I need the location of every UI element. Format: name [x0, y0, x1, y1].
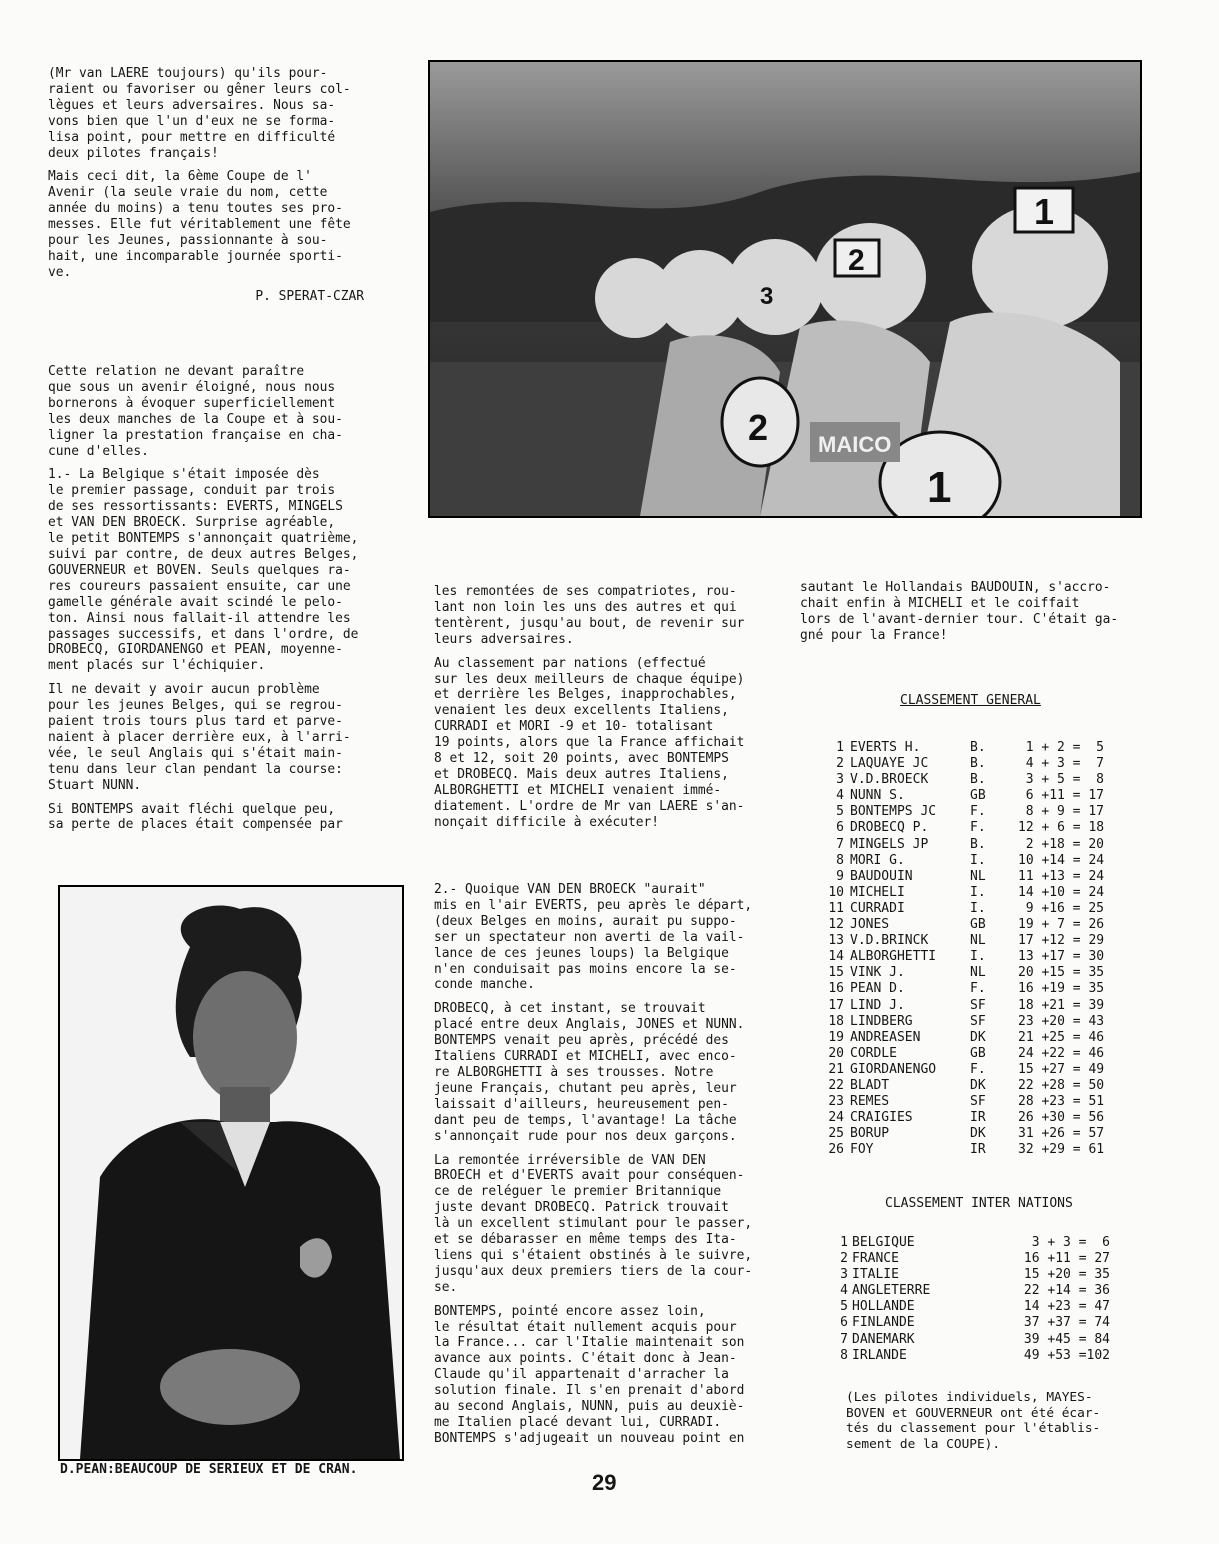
classement-nations-title: CLASSEMENT INTER NATIONS: [885, 1196, 1073, 1211]
cell-pts: 24 +22 = 46: [1018, 1045, 1105, 1061]
cell-rank: 11: [828, 900, 844, 916]
cell-pts: 16 +19 = 35: [1018, 981, 1105, 997]
table-row: [820, 981, 1104, 997]
riders-photo: [428, 60, 1142, 518]
cell-nat: DK: [970, 1029, 986, 1045]
table-row: [838, 1348, 1110, 1364]
paragraph: 1.- La Belgique s'était imposée dès le premier passage, conduit par trois de ses ressortissants: EVERTS, MINGELS et VAN DEN BROECK. Surprise agréable, le petit BONTEMPS s'annonçait quatrième, suivi par contre, de deux autres Belges, GOUVERNEUR et BOVEN. Seuls quelques ra- res coureurs passaient ensuite, car une gamelle générale avait scindé le pelo- ton. Ainsi nous fallait-il attendre les passages successifs, et dans l'ordre, de DROBECQ, GIORDANENGO et PEAN, moyenne- ment placés sur l'échiquier.: [48, 467, 359, 674]
cell-pts: 32 +29 = 61: [1018, 1142, 1105, 1158]
cell-rank: 19: [828, 1029, 844, 1045]
cell-pts: 14 +10 = 24: [1018, 884, 1105, 900]
table-row: [838, 1332, 1110, 1348]
cell-name: LAQUAYE JC: [850, 756, 929, 772]
cell-pts: 3 + 3 = 6: [1031, 1235, 1110, 1250]
paragraph: 2.- Quoique VAN DEN BROECK "aurait" mis en l'air EVERTS, peu après le départ, (deux Belges en moins, aurait pu suppo- ser un spectateur non averti de la vail- lance de ces jeunes loups) la Belgique n'en conduisait pas moins encore la se- conde manche.: [434, 882, 753, 993]
table-row: [820, 1078, 1104, 1094]
cell-nat: GB: [970, 917, 986, 933]
cell-name: CORDLE: [850, 1045, 897, 1061]
cell-name: MORI G.: [850, 852, 905, 868]
paragraph: BONTEMPS, pointé encore assez loin, le résultat était nullement acquis pour la France... car l'Italie maintenait son avance aux points. C'était donc à Jean- Claude qu'il appartenait d'arracher la solution finale. Il s'en prenait d'abord au second Anglais, NUNN, puis au deuxiè- me Italien placé devant lui, CURRADI. BONTEMPS s'adjugeait un nouveau point en: [434, 1303, 745, 1446]
cell-pts: 26 +30 = 56: [1018, 1110, 1105, 1126]
cell-pts: 1 + 2 = 5: [1025, 740, 1104, 755]
column-1-middle: [48, 364, 408, 841]
cell-pts: 14 +23 = 47: [1023, 1299, 1110, 1315]
cell-nat: GB: [970, 1045, 986, 1061]
table-row: [838, 1315, 1110, 1331]
cell-rank: 4: [836, 788, 844, 804]
cell-name: BAUDOUIN: [850, 868, 913, 884]
cell-name: FRANCE: [852, 1251, 899, 1267]
table-row: [820, 804, 1104, 820]
table-row: [820, 1142, 1104, 1158]
cell-rank: 4: [840, 1283, 848, 1299]
paragraph: Il ne devait y avoir aucun problème pour les jeunes Belges, qui se regrou- paient trois tours plus tard et parve- naient à placer derrière eux, à l'arri- vée, le seul Anglais qui s'était main- tenu dans leur clan pendant la course: Stuart NUNN.: [48, 682, 351, 793]
cell-name: BONTEMPS JC: [850, 804, 937, 820]
cell-nat: I.: [970, 900, 986, 916]
cell-name: DROBECQ P.: [850, 820, 929, 836]
paragraph: Cette relation ne devant paraître que sous un avenir éloigné, nous nous bornerons à évoquer superficiellement les deux manches de la Coupe et à sou- ligner la prestation française en cha- cune d'elles.: [48, 364, 343, 459]
table-row: [838, 1235, 1110, 1251]
cell-name: VINK J.: [850, 965, 905, 981]
cell-rank: 1: [836, 740, 844, 755]
cell-pts: 23 +20 = 43: [1018, 1013, 1105, 1029]
cell-rank: 8: [836, 852, 844, 868]
cell-name: LIND J.: [850, 997, 905, 1013]
table-row: [820, 853, 1104, 869]
table-row: [820, 1030, 1104, 1046]
table-row: [820, 869, 1104, 885]
cell-pts: 9 +16 = 25: [1025, 900, 1104, 916]
cell-name: ITALIE: [852, 1267, 899, 1283]
cell-rank: 3: [836, 772, 844, 788]
cell-nat: SF: [970, 1013, 986, 1029]
cell-name: CURRADI: [850, 900, 905, 916]
cell-rank: 7: [836, 836, 844, 852]
cell-name: JONES: [850, 917, 890, 933]
cell-pts: 39 +45 = 84: [1023, 1331, 1110, 1347]
cell-pts: 17 +12 = 29: [1018, 933, 1105, 949]
cell-name: ALBORGHETTI: [850, 949, 937, 965]
table-row: [820, 788, 1104, 804]
cell-nat: IR: [970, 1142, 986, 1158]
cell-name: LINDBERG: [850, 1013, 913, 1029]
svg-text:3: 3: [760, 283, 774, 310]
cell-rank: 2: [836, 756, 844, 772]
cell-nat: DK: [970, 1077, 986, 1093]
cell-nat: B.: [970, 756, 986, 772]
cell-pts: 10 +14 = 24: [1018, 852, 1105, 868]
cell-rank: 23: [828, 1094, 844, 1110]
cell-nat: I.: [970, 852, 986, 868]
cell-name: ANGLETERRE: [852, 1283, 931, 1299]
cell-rank: 6: [836, 820, 844, 836]
cell-nat: I.: [970, 884, 986, 900]
cell-name: REMES: [850, 1094, 890, 1110]
cell-name: FOY: [850, 1142, 874, 1158]
cell-nat: B.: [970, 772, 986, 788]
cell-pts: 18 +21 = 39: [1018, 997, 1105, 1013]
page-number: 29: [592, 1470, 617, 1495]
cell-name: BLADT: [850, 1077, 890, 1093]
cell-nat: NL: [970, 868, 986, 884]
cell-pts: 13 +17 = 30: [1018, 949, 1105, 965]
cell-name: BELGIQUE: [852, 1235, 915, 1250]
table-row: [820, 1046, 1104, 1062]
cell-rank: 15: [828, 965, 844, 981]
column-1-top: [48, 66, 368, 313]
cell-rank: 7: [840, 1331, 848, 1347]
paragraph: Si BONTEMPS avait fléchi quelque peu, sa perte de places était compensée par: [48, 801, 343, 833]
table-row: [820, 917, 1104, 933]
cell-rank: 16: [828, 981, 844, 997]
svg-text:MAICO: MAICO: [818, 432, 892, 457]
cell-rank: 26: [828, 1142, 844, 1158]
table-row: [820, 885, 1104, 901]
cell-name: HOLLANDE: [852, 1299, 915, 1315]
cell-nat: NL: [970, 933, 986, 949]
table-row: [838, 1283, 1110, 1299]
cell-pts: 6 +11 = 17: [1025, 788, 1104, 804]
table-row: [820, 949, 1104, 965]
paragraph: Au classement par nations (effectué sur les deux meilleurs de chaque équipe) et derrière les Belges, inapprochables, venaient les deux excellents Italiens, CURRADI et MORI -9 et 10- totalisant 19 points, alors que la France affichait 8 et 12, soit 20 points, avec BONTEMPS et DROBECQ. Mais deux autres Italiens, ALBORGHETTI et MICHELI venaient immé- diatement. L'ordre de Mr van LAERE s'an- nonçait difficile à exécuter!: [434, 655, 745, 830]
cell-pts: 22 +14 = 36: [1023, 1283, 1110, 1299]
cell-nat: F.: [970, 1061, 986, 1077]
svg-text:2: 2: [848, 244, 865, 277]
table-row: [820, 1126, 1104, 1142]
riders-photo-image: [430, 62, 1140, 516]
cell-rank: 24: [828, 1110, 844, 1126]
table-row: [820, 901, 1104, 917]
cell-nat: B.: [970, 836, 986, 852]
cell-pts: 16 +11 = 27: [1023, 1251, 1110, 1267]
cell-nat: SF: [970, 1094, 986, 1110]
paragraph: sautant le Hollandais BAUDOUIN, s'accro- chait enfin à MICHELI et le coiffait lors de l'avant-dernier tour. C'était ga- gné pour la France!: [800, 580, 1119, 643]
cell-name: MICHELI: [850, 884, 905, 900]
cell-pts: 37 +37 = 74: [1023, 1315, 1110, 1331]
cell-pts: 49 +53 =102: [1023, 1347, 1110, 1363]
cell-name: V.D.BRINCK: [850, 933, 929, 949]
svg-text:1: 1: [1034, 191, 1055, 232]
cell-rank: 22: [828, 1077, 844, 1093]
paragraph: Mais ceci dit, la 6ème Coupe de l' Avenir (la seule vraie du nom, cette année du moins) a tenu toutes ses pro- messes. Elle fut véritablement une fête pour les Jeunes, passionnante à sou- hait, une incomparable journée sporti- ve.: [48, 169, 351, 280]
cell-pts: 8 + 9 = 17: [1025, 804, 1104, 820]
cell-rank: 3: [840, 1267, 848, 1283]
cell-pts: 11 +13 = 24: [1018, 868, 1105, 884]
author-signature: P. SPERAT-CZAR: [255, 288, 364, 304]
cell-pts: 15 +20 = 35: [1023, 1267, 1110, 1283]
cell-pts: 4 + 3 = 7: [1025, 756, 1104, 772]
cell-name: ANDREASEN: [850, 1029, 921, 1045]
table-row: [820, 820, 1104, 836]
paragraph: La remontée irréversible de VAN DEN BROECH et d'EVERTS avait pour conséquen- ce de reléguer le premier Britannique juste devant DROBECQ. Patrick trouvait là un excellent stimulant pour le passer, et se débarasser en même temps des Ita- liens qui s'étaient obstinés à le suivre, jusqu'aux deux premiers tiers de la cour- se.: [434, 1152, 753, 1295]
photo-caption: D.PEAN:BEAUCOUP DE SERIEUX ET DE CRAN.: [60, 1462, 358, 1477]
cell-nat: B.: [970, 740, 986, 755]
cell-nat: IR: [970, 1110, 986, 1126]
cell-rank: 13: [828, 933, 844, 949]
table-row: [820, 1014, 1104, 1030]
cell-name: PEAN D.: [850, 981, 905, 997]
cell-nat: F.: [970, 981, 986, 997]
cell-name: IRLANDE: [852, 1347, 907, 1363]
cell-rank: 20: [828, 1045, 844, 1061]
svg-text:1: 1: [927, 463, 952, 512]
cell-pts: 3 + 5 = 8: [1025, 772, 1104, 788]
cell-rank: 21: [828, 1061, 844, 1077]
table-row: [838, 1251, 1110, 1267]
cell-rank: 5: [840, 1299, 848, 1315]
cell-rank: 25: [828, 1126, 844, 1142]
cell-name: DANEMARK: [852, 1331, 915, 1347]
table-row: [838, 1299, 1110, 1315]
classement-general-table: [820, 740, 1104, 1158]
table-row: [820, 1062, 1104, 1078]
table-row: [820, 740, 1104, 756]
table-row: [820, 837, 1104, 853]
cell-rank: 14: [828, 949, 844, 965]
cell-rank: 8: [840, 1347, 848, 1363]
svg-text:2: 2: [748, 407, 769, 448]
column-2-bottom: [434, 882, 794, 1455]
cell-pts: 15 +27 = 49: [1018, 1061, 1105, 1077]
cell-nat: SF: [970, 997, 986, 1013]
cell-name: GIORDANENGO: [850, 1061, 937, 1077]
table-row: [820, 933, 1104, 949]
cell-name: FINLANDE: [852, 1315, 915, 1331]
portrait-photo-image: [60, 887, 402, 1459]
table-row: [820, 1094, 1104, 1110]
cell-name: EVERTS H.: [850, 740, 921, 755]
cell-nat: DK: [970, 1126, 986, 1142]
classement-general-title: CLASSEMENT GENERAL: [900, 693, 1041, 708]
cell-name: MINGELS JP: [850, 836, 929, 852]
column-2-top: [434, 584, 784, 839]
classement-note: (Les pilotes individuels, MAYES- BOVEN et GOUVERNEUR ont été écar- tés du classement pour l'établis- sement de la COUPE).: [846, 1390, 1101, 1452]
paragraph: les remontées de ses compatriotes, rou- lant non loin les uns des autres et qui tentèrent, jusqu'au bout, de revenir sur leurs adversaires.: [434, 584, 745, 647]
table-row: [820, 965, 1104, 981]
cell-rank: 12: [828, 917, 844, 933]
table-row: [820, 1110, 1104, 1126]
cell-nat: F.: [970, 804, 986, 820]
column-3-top: [800, 580, 1160, 652]
cell-rank: 10: [828, 884, 844, 900]
cell-nat: NL: [970, 965, 986, 981]
cell-nat: F.: [970, 820, 986, 836]
classement-nations-table: [838, 1235, 1110, 1364]
cell-name: BORUP: [850, 1126, 890, 1142]
cell-rank: 6: [840, 1315, 848, 1331]
table-row: [820, 772, 1104, 788]
cell-rank: 18: [828, 1013, 844, 1029]
cell-name: NUNN S.: [850, 788, 905, 804]
cell-pts: 19 + 7 = 26: [1018, 917, 1105, 933]
cell-rank: 9: [836, 868, 844, 884]
cell-pts: 28 +23 = 51: [1018, 1094, 1105, 1110]
cell-pts: 22 +28 = 50: [1018, 1077, 1105, 1093]
cell-rank: 17: [828, 997, 844, 1013]
table-row: [838, 1267, 1110, 1283]
cell-pts: 2 +18 = 20: [1025, 836, 1104, 852]
cell-nat: GB: [970, 788, 986, 804]
cell-name: V.D.BROECK: [850, 772, 929, 788]
cell-rank: 5: [836, 804, 844, 820]
paragraph: (Mr van LAERE toujours) qu'ils pour- raient ou favoriser ou gêner leurs col- lègues et leurs adversaires. Nous sa- vons bien que l'un d'eux ne se forma- lisa point, pour mettre en difficulté deux pilotes français!: [48, 66, 351, 161]
cell-nat: I.: [970, 949, 986, 965]
cell-rank: 1: [840, 1235, 848, 1250]
cell-pts: 20 +15 = 35: [1018, 965, 1105, 981]
table-row: [820, 756, 1104, 772]
table-row: [820, 998, 1104, 1014]
cell-pts: 21 +25 = 46: [1018, 1029, 1105, 1045]
cell-rank: 2: [840, 1251, 848, 1267]
cell-pts: 31 +26 = 57: [1018, 1126, 1105, 1142]
cell-name: CRAIGIES: [850, 1110, 913, 1126]
portrait-photo: [58, 885, 404, 1461]
cell-pts: 12 + 6 = 18: [1018, 820, 1105, 836]
paragraph: DROBECQ, à cet instant, se trouvait placé entre deux Anglais, JONES et NUNN. BONTEMPS venait peu après, précédé des Italiens CURRADI et MICHELI, avec enco- re ALBORGHETTI à ses trousses. Notre jeune Français, chutant peu après, leur laissait d'ailleurs, heureusement pen- dant peu de temps, l'avantage! La tâche s'annonçait rude pour nos deux garçons.: [434, 1001, 745, 1144]
